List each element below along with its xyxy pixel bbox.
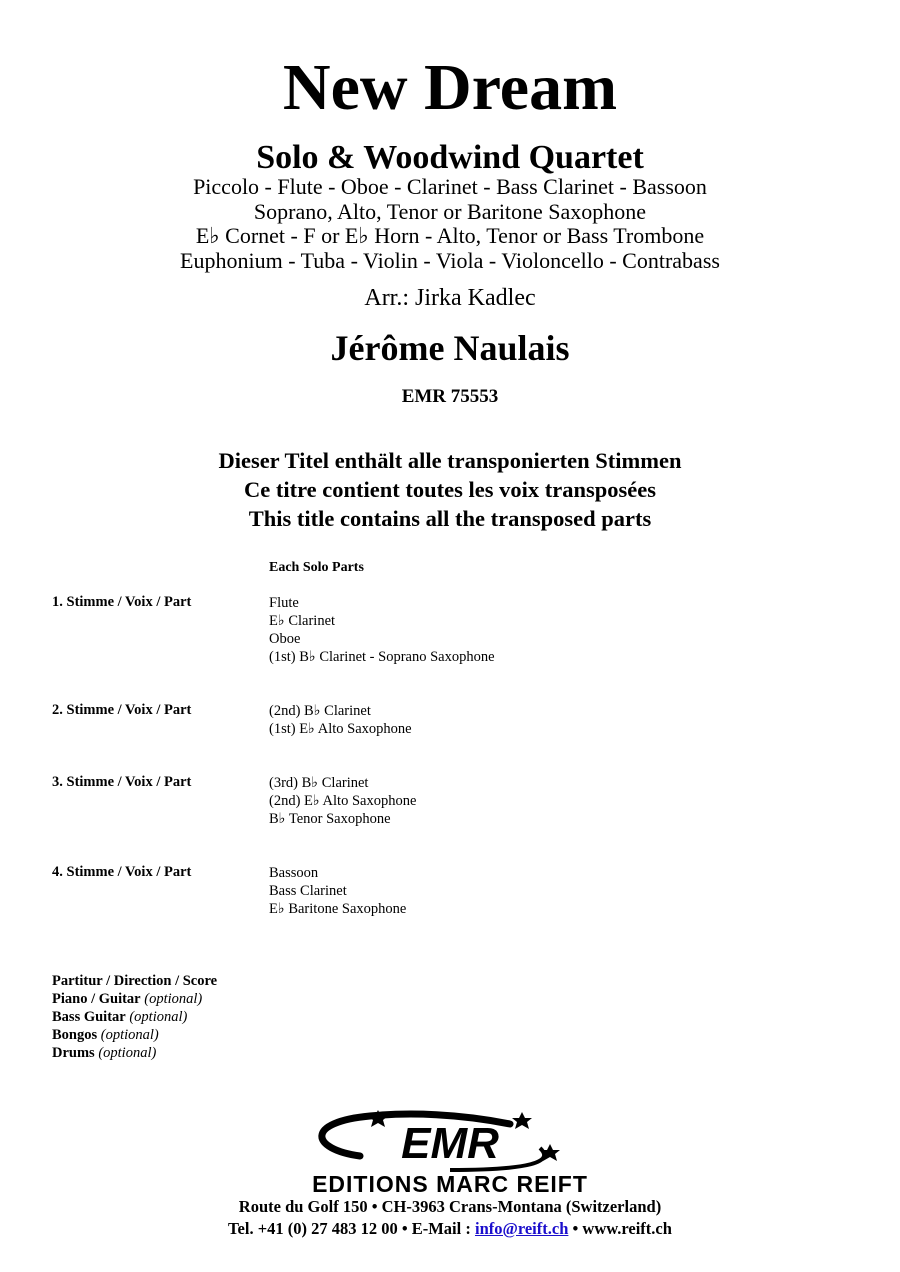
emr-logo [300,1104,600,1196]
instrument-line: Piccolo - Flute - Oboe - Clarinet - Bass Clarinet - Bassoon [193,174,707,199]
list-item [52,972,217,990]
extra-name: Piano / Guitar [52,991,141,1007]
extra-name: Bongos [52,1027,98,1043]
list-item: B♭ Tenor Saxophone [269,811,391,827]
extra-note: (optional) [98,1045,157,1061]
extra-name: Bass Guitar [52,1009,126,1025]
list-item: (1st) B♭ Clarinet - Soprano Saxophone [269,649,495,665]
additional-parts [52,972,217,1062]
instrument-line: E♭ Cornet - F or E♭ Horn - Alto, Tenor or Bass Trombone [195,223,705,248]
part-instruments [269,864,406,918]
instrument-line: Soprano, Alto, Tenor or Baritone Saxophone [253,198,647,224]
note-line-fr: Ce titre contient toutes les voix transposées [243,477,656,502]
part-instruments [269,594,495,666]
list-item [52,1026,217,1044]
transposed-parts-note [0,446,900,533]
publisher-address [0,1196,900,1240]
list-item [52,990,217,1008]
address-line: Route du Golf 150 • CH-3963 Crans-Montana (Switzerland) [238,1197,662,1216]
list-item: (2nd) B♭ Clarinet [269,703,371,719]
list-item: (1st) E♭ Alto Saxophone [269,721,412,737]
list-item: (2nd) E♭ Alto Saxophone [269,793,417,809]
contact-line: Tel. +41 (0) 27 483 12 00 • E-Mail : info@reift.ch • www.reift.ch [228,1219,672,1238]
arranger: Arr.: Jirka Kadlec [364,285,536,311]
list-item: E♭ Baritone Saxophone [269,901,407,917]
extra-note: (optional) [144,991,203,1007]
instrument-line: Euphonium - Tuba - Violin - Viola - Violoncello - Contrabass [180,247,720,273]
part-instruments [269,702,412,738]
list-item [52,1044,217,1062]
email-link[interactable]: info@reift.ch [474,1219,569,1238]
part-label: 3. Stimme / Voix / Part [52,774,192,790]
part-label: 1. Stimme / Voix / Part [52,594,192,610]
list-item [52,1008,217,1026]
page-title: New Dream [282,51,618,124]
list-item: E♭ Clarinet [269,613,336,629]
extra-name: Partitur / Direction / Score [52,973,218,989]
part-label: 2. Stimme / Voix / Part [52,702,192,718]
note-line-en: This title contains all the transposed parts [248,506,652,531]
list-item: (3rd) B♭ Clarinet [269,775,369,791]
list-item: Bassoon [269,865,319,881]
list-item: Oboe [269,631,301,647]
svg-text:EDITIONS MARC REIFT: EDITIONS MARC REIFT [312,1171,588,1196]
extra-name: Drums [52,1045,95,1061]
part-instruments [269,774,416,828]
instrument-list [0,175,900,273]
parts-header: Each Solo Parts [269,560,364,575]
list-item: Bass Clarinet [269,883,347,899]
composer: Jérôme Naulais [330,328,570,368]
extra-note: (optional) [129,1009,188,1025]
catalog-number: EMR 75553 [401,386,499,407]
list-item: Flute [269,595,299,611]
subtitle: Solo & Woodwind Quartet [256,139,644,176]
star-icon [512,1112,532,1129]
note-line-de: Dieser Titel enthält alle transponierten Stimmen [218,448,682,473]
part-label: 4. Stimme / Voix / Part [52,864,192,880]
extra-note: (optional) [100,1027,159,1043]
svg-text:EMR: EMR [401,1119,499,1168]
